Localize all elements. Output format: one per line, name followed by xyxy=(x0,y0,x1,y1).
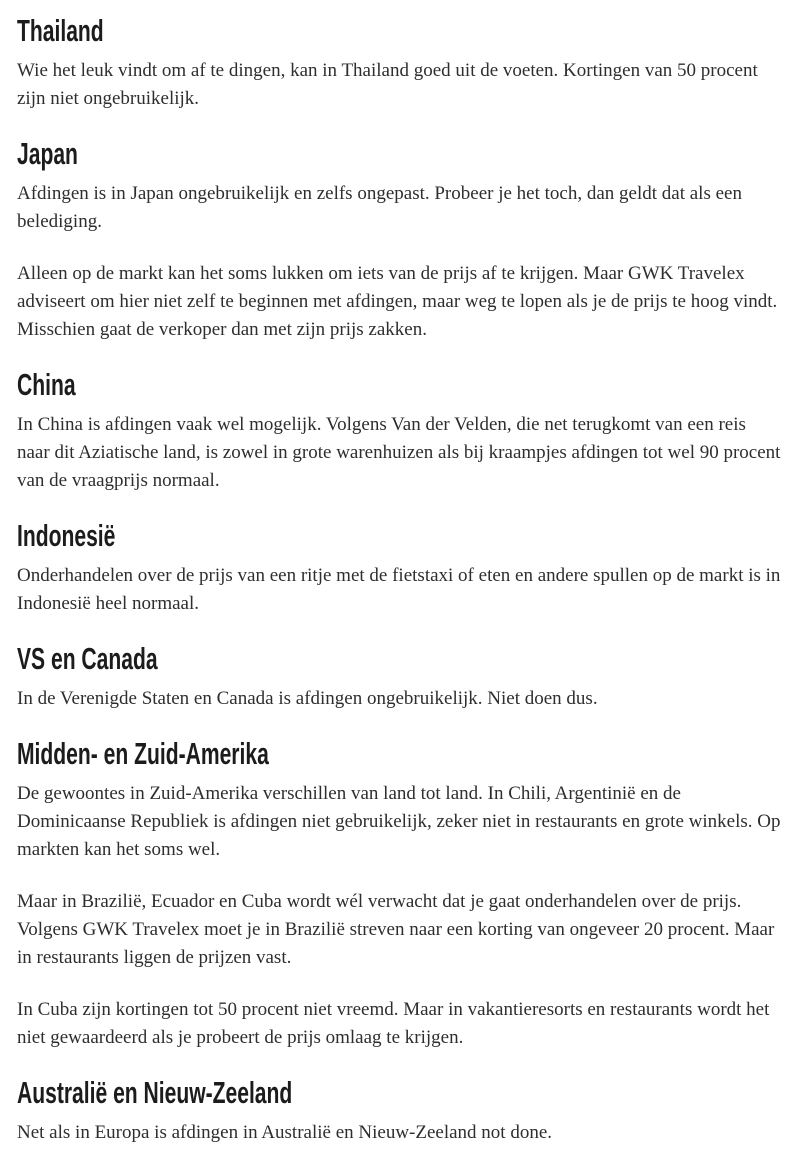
paragraph: In China is afdingen vaak wel mogelijk. Volgens Van der Velden, die net terugkomt van een reis naar dit Aziatische land, is zowel in grote warenhuizen als bij kraampjes afdingen tot wel 90 procent van de vraagprijs normaal. xyxy=(17,414,781,491)
paragraph: Onderhandelen over de prijs van een ritje met de fietstaxi of eten en andere spullen op de markt is in Indonesië heel normaal. xyxy=(17,565,781,614)
section-australie-en-nieuw-zeeland xyxy=(17,1076,783,1147)
paragraph: In Cuba zijn kortingen tot 50 procent niet vreemd. Maar in vakantieresorts en restaurants wordt het niet gewaardeerd als je probeert de prijs omlaag te krijgen. xyxy=(17,999,770,1048)
paragraph: Alleen op de markt kan het soms lukken om iets van de prijs af te krijgen. Maar GWK Travelex adviseert om hier niet zelf te beginnen met afdingen, maar weg te lopen als je de prijs te hoog vindt. Misschien gaat de verkoper dan met zijn prijs zakken. xyxy=(17,263,778,340)
paragraph: De gewoontes in Zuid-Amerika verschillen van land tot land. In Chili, Argentinië en de Dominicaanse Republiek is afdingen niet gebruikelijk, zeker niet in restaurants en grote winkels. Op markten kan het soms wel. xyxy=(17,783,781,860)
section-china xyxy=(17,368,783,495)
paragraph: Wie het leuk vindt om af te dingen, kan in Thailand goed uit de voeten. Kortingen van 50 procent zijn niet ongebruikelijk. xyxy=(17,60,758,109)
section-japan xyxy=(17,137,783,344)
section-heading-indonesie: Indonesië xyxy=(17,518,116,553)
paragraph: Afdingen is in Japan ongebruikelijk en zelfs ongepast. Probeer je het toch, dan geldt dat als een belediging. xyxy=(17,183,742,232)
section-heading-midden-en-zuid-amerika: Midden- en Zuid-Amerika xyxy=(17,736,269,771)
section-heading-japan: Japan xyxy=(17,136,78,171)
section-heading-australie-en-nieuw-zeeland: Australië en Nieuw-Zeeland xyxy=(17,1075,293,1110)
section-heading-vs-en-canada: VS en Canada xyxy=(17,641,158,676)
section-heading-china: China xyxy=(17,367,76,402)
paragraph: Maar in Brazilië, Ecuador en Cuba wordt wél verwacht dat je gaat onderhandelen over de prijs. Volgens GWK Travelex moet je in Brazilië streven naar een korting van ongeveer 20 procent. Maar in restaurants liggen de prijzen vast. xyxy=(17,891,775,968)
section-vs-en-canada xyxy=(17,642,783,713)
section-midden-en-zuid-amerika xyxy=(17,737,783,1052)
paragraph: Net als in Europa is afdingen in Australië en Nieuw-Zeeland not done. xyxy=(17,1122,553,1143)
section-thailand xyxy=(17,14,783,113)
section-indonesie xyxy=(17,519,783,618)
section-heading-thailand: Thailand xyxy=(17,13,104,48)
paragraph: In de Verenigde Staten en Canada is afdingen ongebruikelijk. Niet doen dus. xyxy=(17,688,598,709)
